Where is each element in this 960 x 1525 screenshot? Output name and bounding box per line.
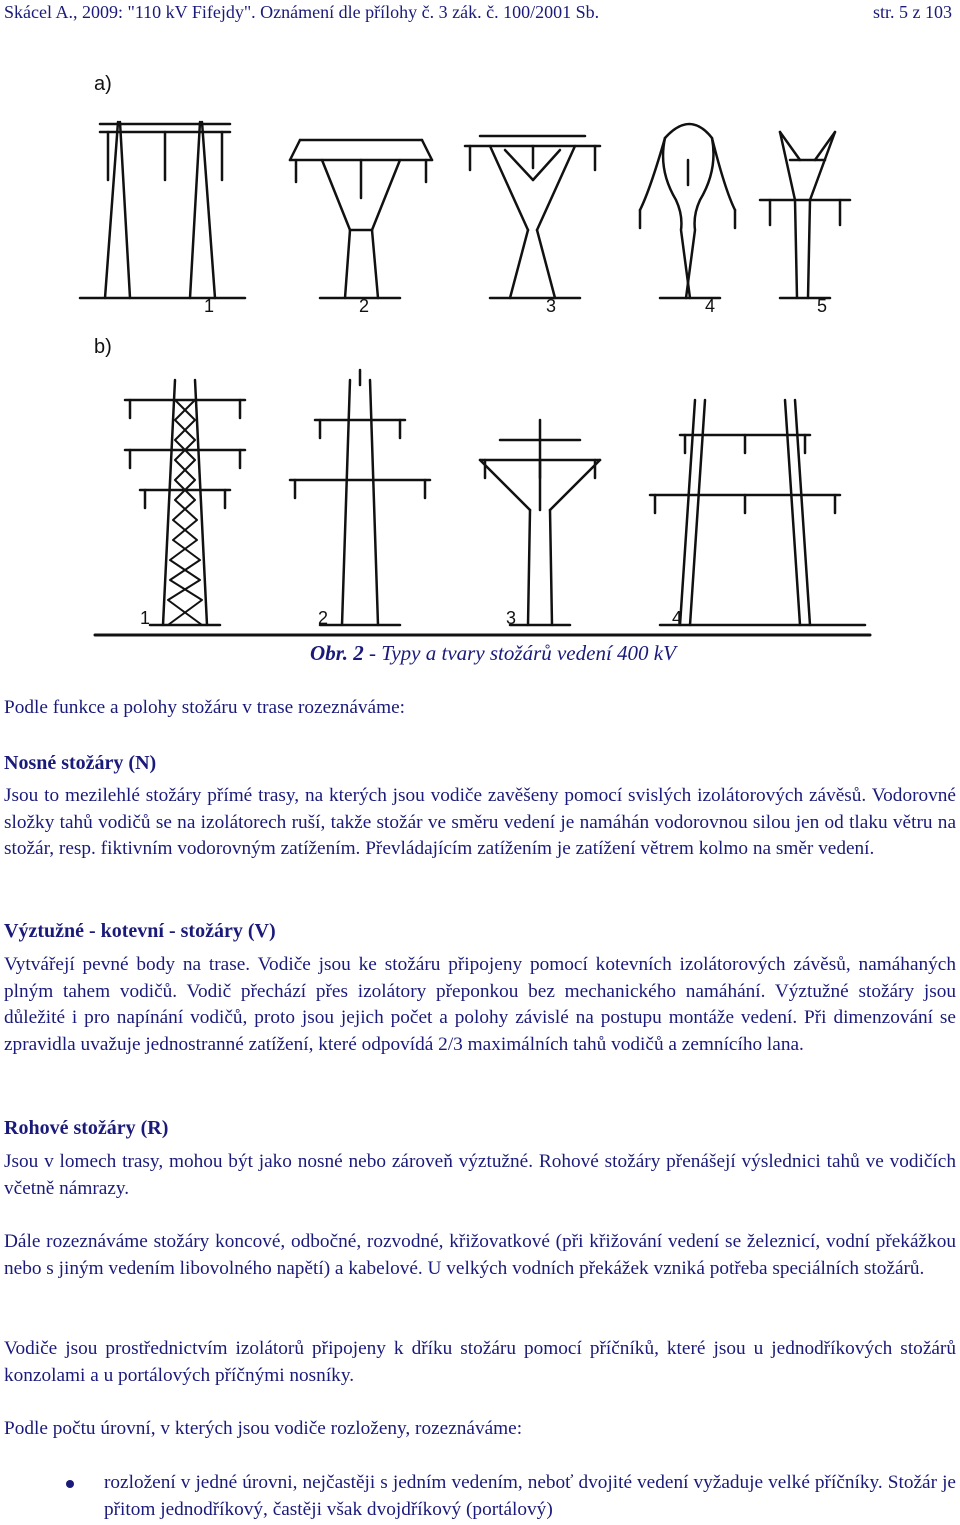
row-b-label: b) [94, 336, 112, 358]
section-paragraph-angle: Jsou v lomech trasy, mohou být jako nosné nebo zároveň výztužné. Rohové stožáry přenášejí výslednici tahů ve vodičích včetně námrazy. [4, 1151, 956, 1199]
tower-b2-drawing [290, 370, 430, 625]
caption-text: - Typy a tvary stožárů vedení 400 kV [363, 641, 676, 665]
tower-b1-drawing [125, 380, 245, 625]
figure-caption [0, 641, 960, 666]
tower-a1-number: 1 [204, 296, 215, 316]
paragraph-levels: Podle počtu úrovní, v kterých jsou vodiče rozloženy, rozeznáváme: [4, 1418, 523, 1439]
tower-a5-number: 5 [817, 296, 828, 316]
intro-text: Podle funkce a polohy stožáru v trase rozeznáváme: [4, 697, 405, 718]
tower-a4-drawing [640, 124, 735, 298]
section-paragraph-support: Jsou to mezilehlé stožáry přímé trasy, na kterých jsou vodiče zavěšeny pomocí svislých izolátorových závěsů. Vodorovné složky tahů vodičů se na izolátorech ruší, takže stožár ve směru vedení je namáhán vodorovnou silou jen od tlaku větru na stožár, resp. fiktivním vodorovným zatížením. Převládajícím zatížením je zatížení větrem kolmo na směr vedení. [4, 785, 956, 859]
tower-a4-number: 4 [705, 296, 716, 316]
header-citation: Skácel A., 2009: "110 kV Fifejdy". Oznámení dle přílohy č. 3 zák. č. 100/2001 Sb. [4, 2, 600, 22]
tower-b2-number: 2 [318, 608, 329, 628]
paragraph-conductors: Vodiče jsou prostřednictvím izolátorů připojeny k dříku stožáru pomocí příčníků, které jsou u jednodříkových stožárů konzolami a u portálových příčnými nosníky. [4, 1338, 956, 1386]
tower-a2-drawing [290, 140, 432, 298]
section-heading-angle: Rohové stožáry (R) [4, 1117, 169, 1139]
tower-a3-drawing [465, 136, 600, 298]
page-header [0, 0, 960, 40]
row-a-label: a) [94, 73, 112, 95]
caption-prefix: Obr. 2 [310, 641, 364, 665]
tower-b3-number: 3 [506, 608, 517, 628]
list-item-text: rozložení v jedné úrovni, nejčastěji s jedním vedením, neboť dvojité vedení vyžaduje velké příčníky. Stožár je přitom jednodříkový, častěji však dvojdříkový (portálový) [104, 1472, 956, 1520]
tower-b1-number: 1 [140, 608, 151, 628]
tower-types-figure [0, 40, 960, 640]
tower-b4-number: 4 [672, 608, 683, 628]
paragraph-other-towers: Dále rozeznáváme stožáry koncové, odbočné, rozvodné, křižovatkové (při křižování vedení se železnicí, vodní překážkou nebo s jiným vedením libovolného napětí) a kabelové. U velkých vodních překážek vzniká potřeba speciálních stožárů. [4, 1231, 956, 1279]
tower-a3-number: 3 [546, 296, 557, 316]
section-heading-tension: Výztužné - kotevní - stožáry (V) [4, 920, 276, 942]
section-paragraph-tension: Vytvářejí pevné body na trase. Vodiče jsou ke stožáru připojeny pomocí kotevních izolátorových závěsů, namáhaných plným tahem vodičů. Vodič přechází přes izolátory přeponkou bez mechanického namáhání. Výztužné stožáry jsou důležité i pro napínání vodičů, proto jsou jejich počet a polohy závislé na postupu montáže vedení. Při dimenzování se zpravidla uvažuje jednostranné zatížení, které odpovídá 2/3 maximálních tahů vodičů a zemnícího lana. [4, 954, 956, 1055]
tower-b3-drawing [480, 420, 600, 625]
tower-a1-drawing [80, 122, 245, 298]
bullet-icon [66, 1480, 74, 1488]
tower-a2-number: 2 [359, 296, 370, 316]
tower-a5-drawing [760, 132, 850, 298]
header-page-number: str. 5 z 103 [873, 2, 952, 22]
section-heading-support: Nosné stožáry (N) [4, 752, 157, 774]
tower-drawings [0, 40, 960, 640]
tower-b4-drawing [650, 400, 865, 625]
